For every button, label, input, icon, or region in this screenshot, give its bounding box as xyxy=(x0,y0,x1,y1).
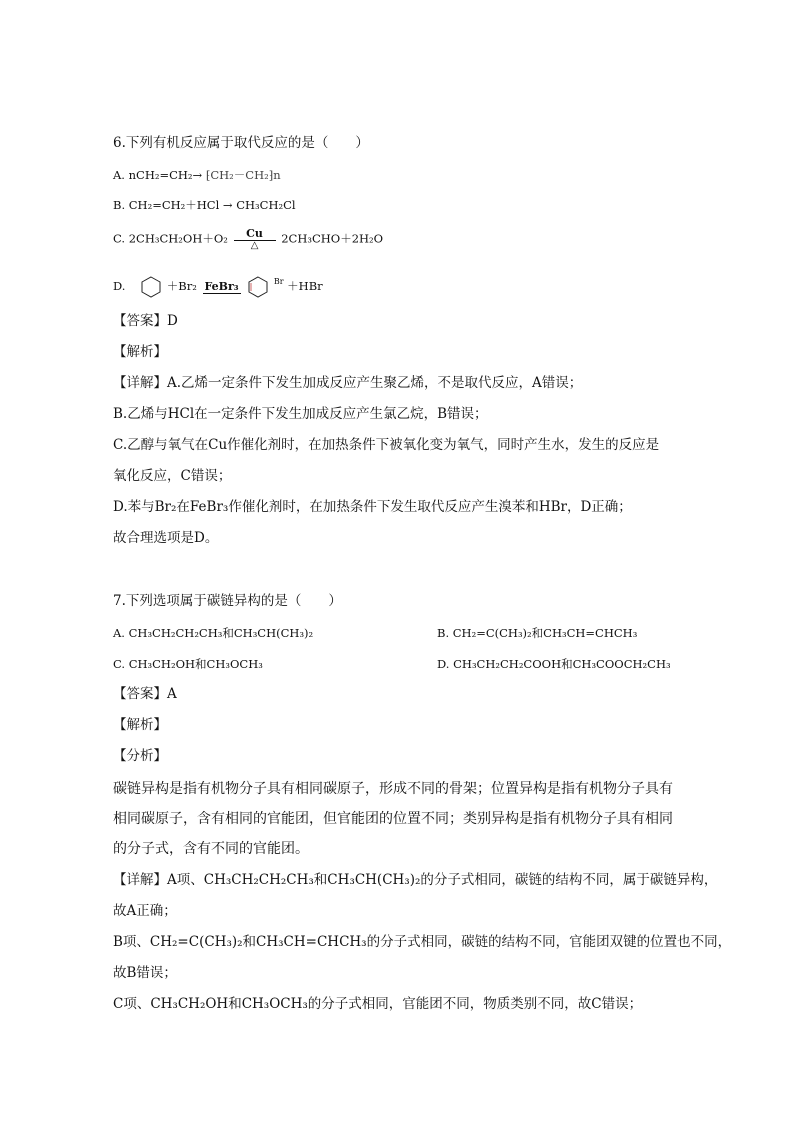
q7-stem: 7.下列选项属于碳链异构的是（ ） xyxy=(113,593,342,609)
benzene-ring-icon xyxy=(139,275,163,299)
q6-option-b: B. CH₂=CH₂＋HCl → CH₃CH₂Cl xyxy=(113,198,296,212)
q7-detail-c: C项、CH₃CH₂OH和CH₃OCH₃的分子式相同，官能团不同，物质类别不同，故C错误； xyxy=(113,996,643,1012)
q7-analysis: 【解析】 xyxy=(113,717,167,733)
q7-option-a: A. CH₃CH₂CH₂CH₃和CH₃CH(CH₃)₂ xyxy=(113,626,314,640)
q6-detail-2: B.乙烯与HCl在一定条件下发生加成反应产生氯乙烷，B错误； xyxy=(113,406,488,422)
q7-detail-a2: 故A正确； xyxy=(113,903,177,919)
q7-option-d: D. CH₃CH₂CH₂COOH和CH₃COOCH₂CH₃ xyxy=(437,657,671,671)
q6-detail-3b: 氧化反应，C错误； xyxy=(113,468,232,484)
q7-option-b: B. CH₂=C(CH₃)₂和CH₃CH=CHCH₃ xyxy=(437,626,638,640)
q6-option-d xyxy=(113,272,323,299)
q6-option-d-mid: ＋Br₂ xyxy=(166,279,197,293)
bromobenzene-ring-icon xyxy=(246,275,270,299)
q6-option-a-formula: nCH₂=CH₂→ xyxy=(128,168,203,182)
q6-detail-5: 故合理选项是D。 xyxy=(113,530,219,546)
q6-detail-3a: C.乙醇与氧气在Cu作催化剂时，在加热条件下被氧化变为氧气，同时产生水，发生的反应是 xyxy=(113,437,660,453)
q6-detail-4: D.苯与Br₂在FeBr₃作催化剂时，在加热条件下发生取代反应产生溴苯和HBr，D正确； xyxy=(113,499,632,515)
q6-option-d-prefix: D. xyxy=(113,279,126,293)
q6-option-d-catalyst: FeBr₃ xyxy=(204,279,239,293)
q6-option-c-condition: △ xyxy=(250,240,259,251)
q7-analysis-paragraph: 碳链异构是指有机物分子具有相同碳原子，形成不同的骨架；位置异构是指有机物分子具有相同碳原子，含有相同的官能团，但官能团的位置不同；类别异构是指有机物分子具有相同的分子式，含有不同的官能团。 xyxy=(113,781,673,857)
q7-detail-a1: 【详解】A项、CH₃CH₂CH₂CH₃和CH₃CH(CH₃)₂的分子式相同，碳链的结构不同，属于碳链异构， xyxy=(113,872,718,888)
q7-answer: 【答案】A xyxy=(113,686,177,702)
q6-option-c-arrow xyxy=(234,228,276,251)
q6-option-d-end: ＋HBr xyxy=(287,279,323,293)
q6-option-d-br: Br xyxy=(273,277,284,286)
q6-option-c-left: C. 2CH₃CH₂OH＋O₂ xyxy=(113,231,228,246)
q6-option-a-prefix: A. xyxy=(113,168,125,182)
q6-option-a xyxy=(113,165,281,185)
q6-answer: 【答案】D xyxy=(113,313,178,329)
q6-detail-1: 【详解】A.乙烯一定条件下发生加成反应产生聚乙烯，不是取代反应，A错误； xyxy=(113,375,583,391)
q6-option-c-catalyst: Cu xyxy=(246,227,263,240)
q6-option-a-product: ⁅CH₂－CH₂⁆n xyxy=(205,168,281,182)
q7-option-c: C. CH₃CH₂OH和CH₃OCH₃ xyxy=(113,657,263,671)
q6-stem: 6.下列有机反应属于取代反应的是（ ） xyxy=(113,135,369,151)
q6-option-d-arrow xyxy=(203,281,241,294)
q7-detail-b2: 故B错误； xyxy=(113,965,177,981)
q6-analysis: 【解析】 xyxy=(113,344,167,360)
q6-option-c-right: 2CH₃CHO＋2H₂O xyxy=(281,231,384,246)
q6-option-c xyxy=(113,228,383,251)
q7-detail-b1: B项、CH₂=C(CH₃)₂和CH₃CH=CHCH₃的分子式相同，碳链的结构不同，官能团双键的位置也不同， xyxy=(113,934,732,950)
q7-fenxi: 【分析】 xyxy=(113,748,167,764)
